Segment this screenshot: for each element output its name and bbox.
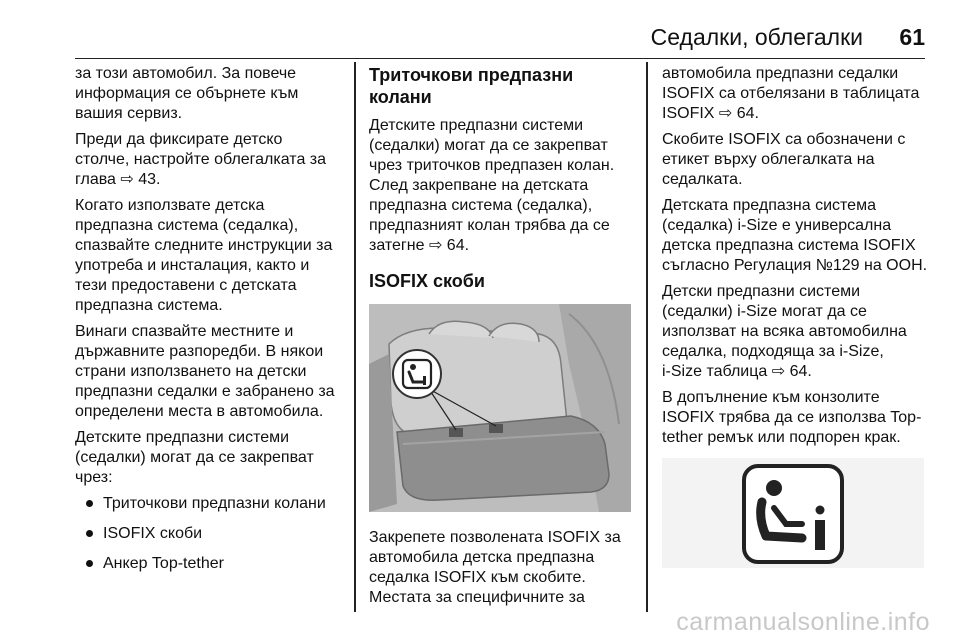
column-divider-right [646, 62, 648, 612]
column-middle [369, 64, 631, 614]
subsection-heading: ISOFIX скоби [369, 271, 485, 291]
paragraph: Детски предпазни системи (седалки) i-Size могат да се използват на всяка автомобилна седалка, подходяща за i-Size, i-Size таблица ⇨ 64. [662, 283, 907, 380]
list-item: ISOFIX скоби [75, 524, 343, 544]
list-item: Триточкови предпазни колани [75, 494, 343, 514]
list-item: Анкер Top-tether [75, 554, 343, 574]
paragraph: Преди да фиксирате детско столче, настройте облегалката за глава ⇨ 43. [75, 131, 327, 188]
paragraph: автомобила предпазни седалки ISOFIX са отбелязани в таблицата ISOFIX ⇨ 64. [662, 65, 920, 122]
isize-symbol-panel [662, 458, 924, 568]
isofix-seat-illustration [369, 304, 631, 512]
attachment-methods-list [75, 494, 343, 574]
chapter-title: Седалки, облегалки [650, 24, 863, 50]
column-left [75, 64, 343, 584]
watermark: carmanualsonline.info [676, 608, 930, 636]
page-number: 61 [899, 24, 925, 50]
paragraph: Детските предпазни системи (седалки) могат да се закрепват чрез триточков предпазен колан. След закрепване на детската предпазна система (седалка), предпазният колан трябва да се затегне ⇨ 64. [369, 117, 615, 254]
column-right [662, 64, 930, 568]
child-seat-isize-icon [662, 458, 924, 568]
paragraph: Детската предпазна система (седалка) i-Size е универсална детска предпазна система ISOFIX съгласно Регулация №129 на ООН. [662, 197, 928, 274]
rear-seat-drawing [369, 304, 631, 512]
paragraph: Когато използвате детска предпазна система (седалка), спазвайте следните инструкции за употреба и инсталация, както и тези предоставени с детската предпазна система. [75, 197, 333, 314]
paragraph: В допълнение към конзолите ISOFIX трябва да се използва Top- tether ремък или подпорен крак. [662, 389, 922, 446]
section-heading: Триточкови предпазни колани [369, 65, 574, 107]
paragraph: Детските предпазни системи (седалки) могат да се закрепват чрез: [75, 429, 314, 486]
paragraph: Скобите ISOFIX са обозначени с етикет върху облегалката на седалката. [662, 131, 906, 188]
page-header [75, 20, 925, 59]
paragraph: за този автомобил. За повече информация се обърнете към вашия сервиз. [75, 65, 299, 122]
figure-caption: Закрепете позволената ISOFIX за автомобила детска предпазна седалка ISOFIX към скобите. Местата за специфичните за [369, 529, 621, 606]
paragraph: Винаги спазвайте местните и държавните разпоредби. В някои страни използването на детски предпазни седалки е забранено за определени места в автомобила. [75, 323, 335, 420]
column-divider-left [354, 62, 356, 612]
